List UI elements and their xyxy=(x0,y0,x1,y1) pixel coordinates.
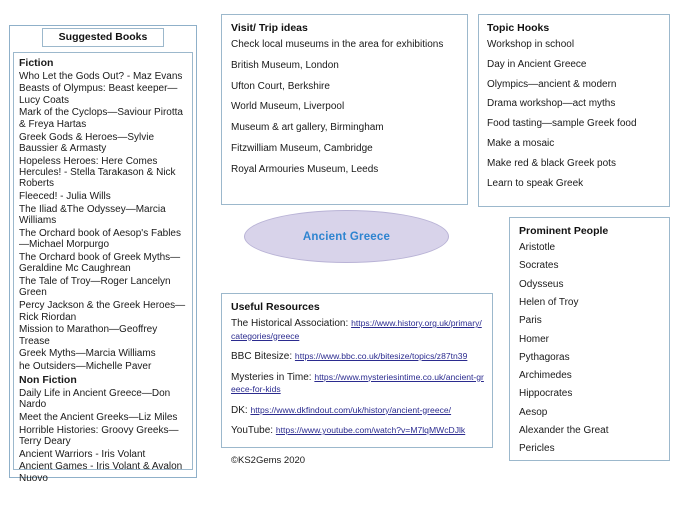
list-item: Make a mosaic xyxy=(487,138,555,150)
prominent-people-panel xyxy=(509,217,670,461)
list-item: Greek Gods & Heroes—Sylvie Baussier & Armasty xyxy=(19,131,155,154)
list-item: The Orchard book of Aesop's Fables—Michael Morpurgo xyxy=(19,227,181,251)
list-item: Hippocrates xyxy=(519,388,573,400)
list-item: Check local museums in the area for exhibitions xyxy=(231,39,444,51)
resource-item xyxy=(231,372,484,397)
list-item: Workshop in school xyxy=(487,39,575,51)
list-item: Drama workshop—act myths xyxy=(487,98,616,110)
list-item: Horrible Histories: Groovy Greeks—Terry Deary xyxy=(19,424,179,447)
list-item: Hopeless Heroes: Here Comes Hercules! - Stella Tarakason & Nick Roberts xyxy=(19,155,176,190)
list-item: Olympics—ancient & modern xyxy=(487,78,617,90)
visit-trip-ideas-panel xyxy=(221,14,468,205)
fiction-book-list xyxy=(19,71,188,373)
copyright-notice: ©KS2Gems 2020 xyxy=(231,455,306,466)
resource-item xyxy=(231,425,484,438)
list-item: Homer xyxy=(519,333,550,345)
list-item: Pericles xyxy=(519,443,555,455)
visit-trip-ideas-list xyxy=(231,39,459,176)
resource-link[interactable]: https://www.dkfindout.com/uk/history/ancient-greece/ xyxy=(250,404,452,415)
list-item: Greek Myths—Marcia Williams xyxy=(19,348,156,360)
books-section-heading-fiction: Fiction xyxy=(19,57,54,69)
prominent-people-list xyxy=(519,242,662,455)
list-item: he Outsiders—Michelle Paver xyxy=(19,361,152,373)
list-item: World Museum, Liverpool xyxy=(231,101,345,113)
resource-link[interactable]: https://www.youtube.com/watch?v=M7lqMWcDJlk xyxy=(275,425,466,436)
non-fiction-book-list xyxy=(19,388,188,484)
resource-label: YouTube: xyxy=(231,425,274,437)
suggested-books-list-box xyxy=(13,52,193,484)
suggested-books-title: Suggested Books xyxy=(58,31,148,44)
list-item: Meet the Ancient Greeks—Liz Miles xyxy=(19,411,178,423)
prominent-people-title: Prominent People xyxy=(519,225,609,237)
list-item: Mission to Marathon—Geoffrey Trease xyxy=(19,324,158,347)
list-item: British Museum, London xyxy=(231,59,339,71)
list-item: Food tasting—sample Greek food xyxy=(487,118,637,130)
list-item: Daily Life in Ancient Greece—Don Nardo xyxy=(19,387,171,410)
list-item: Mark of the Cyclops—Saviour Pirotta & Freya Hartas xyxy=(19,107,183,130)
list-item: Aristotle xyxy=(519,242,556,254)
resource-label: BBC Bitesize: xyxy=(231,351,293,363)
list-item: Who Let the Gods Out? - Maz Evans xyxy=(19,70,183,82)
list-item: Ufton Court, Berkshire xyxy=(231,80,330,92)
list-item: Alexander the Great xyxy=(519,425,609,437)
list-item: Fleeced! - Julia Wills xyxy=(19,191,111,203)
list-item: Learn to speak Greek xyxy=(487,177,584,189)
list-item: Fitzwilliam Museum, Cambridge xyxy=(231,143,373,155)
suggested-books-title-box xyxy=(42,28,164,47)
resource-item xyxy=(231,351,484,364)
list-item: Ancient Warriors - Iris Volant xyxy=(19,448,146,460)
central-topic-ellipse xyxy=(244,210,449,263)
list-item: Odysseus xyxy=(519,278,564,290)
list-item: The Orchard book of Greek Myths—Geraldine Mc Caughrean xyxy=(19,252,181,275)
list-item: Pythagoras xyxy=(519,351,570,363)
list-item: The Tale of Troy—Roger Lancelyn Green xyxy=(19,276,171,299)
list-item: Paris xyxy=(519,315,542,327)
resource-item xyxy=(231,405,484,418)
resource-link[interactable]: https://www.history.org.uk/primary/categories/greece xyxy=(231,318,482,341)
list-item: Aesop xyxy=(519,406,548,418)
topic-hooks-panel xyxy=(478,14,670,207)
list-item: Royal Armouries Museum, Leeds xyxy=(231,163,379,175)
visit-trip-ideas-title: Visit/ Trip ideas xyxy=(231,22,308,34)
list-item: Ancient Games - Iris Volant & Avalon Nuovo xyxy=(19,461,183,484)
resource-item xyxy=(231,318,484,343)
list-item: Day in Ancient Greece xyxy=(487,58,587,70)
central-topic-label: Ancient Greece xyxy=(302,230,391,243)
resource-label: The Historical Association: xyxy=(231,318,349,330)
topic-hooks-title: Topic Hooks xyxy=(487,22,550,34)
resource-link[interactable]: https://www.bbc.co.uk/bitesize/topics/z87tn39 xyxy=(294,351,468,362)
list-item: Beasts of Olympus: Beast keeper—Lucy Coats xyxy=(19,83,178,106)
list-item: Helen of Troy xyxy=(519,296,579,308)
useful-resources-panel xyxy=(221,293,493,448)
useful-resources-title: Useful Resources xyxy=(231,301,320,313)
list-item: The Iliad &The Odyssey—Marcia Williams xyxy=(19,203,166,227)
list-item: Make red & black Greek pots xyxy=(487,157,616,169)
topic-hooks-list xyxy=(487,39,662,189)
list-item: Archimedes xyxy=(519,370,572,382)
list-item: Museum & art gallery, Birmingham xyxy=(231,122,384,134)
resource-label: DK: xyxy=(231,404,248,416)
resource-label: Mysteries in Time: xyxy=(231,371,312,383)
resource-link[interactable]: https://www.mysteriesintime.co.uk/ancient-greece-for-kids xyxy=(231,371,484,395)
list-item: Socrates xyxy=(519,260,559,272)
books-section-heading-non-fiction: Non Fiction xyxy=(19,374,77,387)
list-item: Percy Jackson & the Greek Heroes—Rick Riordan xyxy=(19,300,186,323)
